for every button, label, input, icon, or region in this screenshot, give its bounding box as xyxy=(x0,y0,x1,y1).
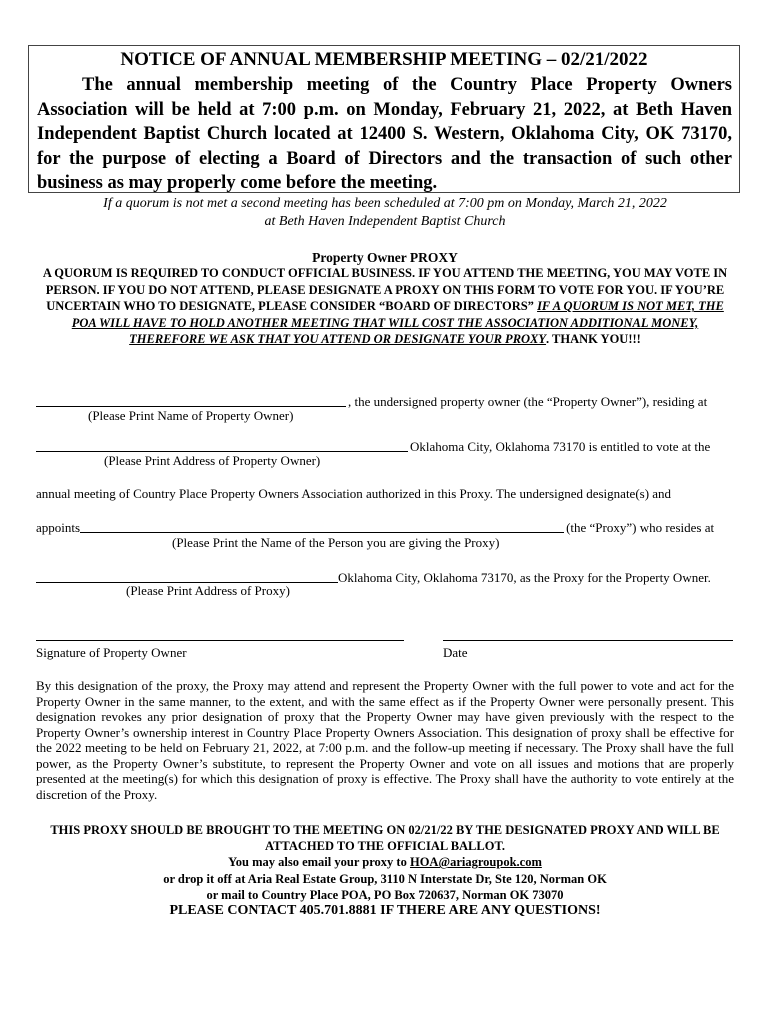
quorum-note xyxy=(40,195,730,231)
footer-dropoff: or drop it off at Aria Real Estate Group, 3110 N Interstate Dr, Ste 120, Norman OK xyxy=(163,871,607,886)
proxy-address-field[interactable] xyxy=(36,569,338,583)
date-field[interactable] xyxy=(443,640,733,641)
footer-email-line xyxy=(30,854,740,870)
authorization-text: annual meeting of Country Place Property Owners Association authorized in this Proxy. The undersigned designate(s) and xyxy=(36,486,672,501)
quorum-warning xyxy=(35,265,735,348)
owner-address-field[interactable] xyxy=(36,438,408,452)
appoints-prefix: appoints xyxy=(36,520,81,535)
proxy-address-hint: (Please Print Address of Proxy) xyxy=(126,583,290,598)
meeting-notice-box xyxy=(28,45,740,193)
owner-address-row xyxy=(36,435,732,455)
signature-field[interactable] xyxy=(36,640,404,641)
footer-instructions xyxy=(30,822,740,919)
owner-name-field[interactable] xyxy=(36,393,346,407)
owner-name-hint: (Please Print Name of Property Owner) xyxy=(88,408,294,423)
designation-paragraph: By this designation of the proxy, the Proxy may attend and represent the Property Owner with the full power to vote and act for the Property Owner in the same manner, to the extent, and with the same effect as if the Property Owner were personally present. This designation revokes any prior designation of proxy that the Property Owner may have given previously with the respect to the Property Owner’s ownership interest in Country Place Property Owners Association. This designation of proxy shall be effective for the 2022 meeting to be held on February 21, 2022, at 7:00 p.m. and the follow-up meeting if necessary. The Proxy shall have the full power, as the Property Owner’s substitute, to represent the Property Owner and vote on all issues and motions that are properly presented at the meeting(s) for which this designation of proxy is effective. The Proxy shall have the authority to vote entirely at the discretion of the Proxy. xyxy=(36,678,734,802)
date-label: Date xyxy=(443,645,468,660)
owner-name-row xyxy=(36,390,732,410)
footer-mail: or mail to Country Place POA, PO Box 720637, Norman OK 73070 xyxy=(206,887,564,902)
email-link[interactable]: HOA@ariagroupok.com xyxy=(409,855,542,870)
notice-title: NOTICE OF ANNUAL MEMBERSHIP MEETING – 02/21/2022 xyxy=(120,49,648,70)
owner-name-suffix: , the undersigned property owner (the “Property Owner”), residing at xyxy=(348,394,708,409)
warning-emphasis: IF A QUORUM IS NOT MET, THE POA WILL HAVE TO HOLD ANOTHER MEETING THAT WILL COST THE ASSOCIATION ADDITIONAL MONEY, THEREFORE WE ASK THAT YOU ATTEND OR DESIGNATE YOUR PROXY xyxy=(71,299,724,347)
proxy-name-hint: (Please Print the Name of the Person you are giving the Proxy) xyxy=(172,535,500,550)
owner-address-hint: (Please Print Address of Property Owner) xyxy=(104,453,321,468)
footer-bring-proxy: THIS PROXY SHOULD BE BROUGHT TO THE MEETING ON 02/21/22 BY THE DESIGNATED PROXY AND WILL BE ATTACHED TO THE OFFICIAL BALLOT. xyxy=(50,823,720,854)
warning-thanks: . THANK YOU!!! xyxy=(546,332,641,347)
proxy-title: Property Owner PROXY xyxy=(312,250,458,265)
warning-text: A QUORUM IS REQUIRED TO CONDUCT OFFICIAL BUSINESS. IF YOU ATTEND THE MEETING, YOU MAY VOTE IN PERSON. IF YOU DO NOT ATTEND, PLEASE DESIGNATE A PROXY ON THIS FORM TO VOTE FOR YOU. IF YOU’RE UNCERTAIN WHO TO DESIGNATE, PLEASE CONSIDER “BOARD OF DIRECTORS” xyxy=(42,266,728,314)
appoints-suffix: (the “Proxy”) who resides at xyxy=(566,520,715,535)
proxy-name-field[interactable] xyxy=(80,519,564,533)
proxy-address-suffix: Oklahoma City, Oklahoma 73170, as the Proxy for the Property Owner. xyxy=(338,570,711,585)
footer-email-prefix: You may also email your proxy to xyxy=(228,855,410,870)
footer-contact: PLEASE CONTACT 405.701.8881 IF THERE ARE ANY QUESTIONS! xyxy=(169,903,601,919)
notice-body: The annual membership meeting of the Country Place Property Owners Association will be held at 7:00 p.m. on Monday, February 21, 2022, at Beth Haven Independent Baptist Church located at 12400 S. Western, Oklahoma City, OK 73170, for the purpose of electing a Board of Directors and the transaction of such other business as may properly come before the meeting. xyxy=(37,75,732,193)
proxy-name-row xyxy=(36,516,732,536)
quorum-note-line-1: If a quorum is not met a second meeting has been scheduled at 7:00 pm on Monday, March 21, 2022 xyxy=(103,196,667,211)
quorum-note-line-2: at Beth Haven Independent Baptist Church xyxy=(264,214,506,229)
signature-label: Signature of Property Owner xyxy=(36,645,187,660)
owner-address-suffix: Oklahoma City, Oklahoma 73170 is entitled to vote at the xyxy=(410,439,711,454)
